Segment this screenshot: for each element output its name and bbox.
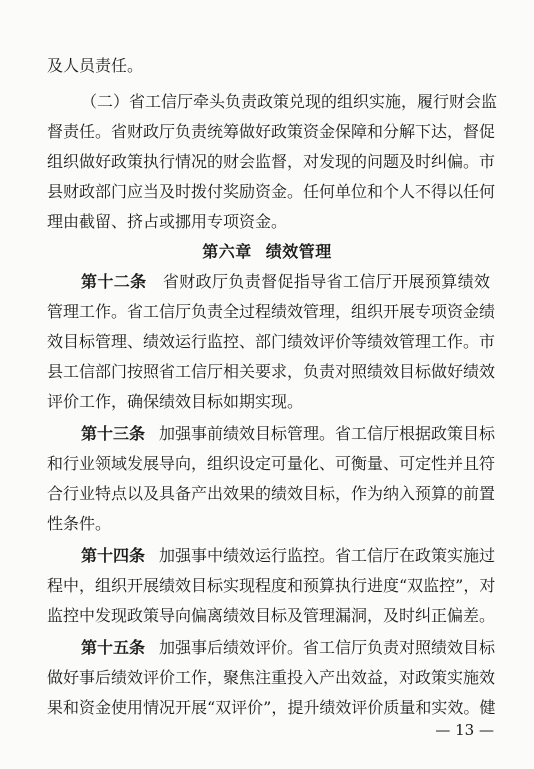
- article-label: 第十四条: [81, 546, 146, 565]
- page-number: — 13 —: [435, 721, 494, 739]
- text-line: 效目标管理、绩效运行监控、部门绩效评价等绩效管理工作。市: [47, 332, 496, 351]
- article-first-line: [81, 634, 496, 662]
- chapter-title: 绩效管理: [265, 242, 332, 261]
- article-first-line: [81, 542, 496, 570]
- text-line: 做好事后绩效评价工作，聚焦注重投入产出效益，对政策实施效: [47, 668, 496, 687]
- text-line: 及人员责任。: [47, 56, 144, 75]
- text-line: 和行业领域发展导向，组织设定可量化、可衡量、可定性并且符: [47, 454, 496, 473]
- chapter-heading: [0, 238, 534, 266]
- text-line: 合行业特点以及具备产出效果的绩效目标，作为纳入预算的前置: [47, 484, 496, 503]
- article-text: 加强事中绩效运行监控。省工信厅在政策实施过: [159, 546, 496, 565]
- text-line: 监控中发现政策导向偏离绩效目标及管理漏洞，及时纠正偏差。: [47, 606, 496, 625]
- article-first-line: [81, 268, 490, 296]
- article-label: 第十三条: [81, 424, 146, 443]
- text-line: 组织做好政策执行情况的财会监督，对发现的问题及时纠偏。市: [47, 152, 496, 171]
- text-line: 县财政部门应当及时拨付奖励资金。任何单位和个人不得以任何: [47, 182, 496, 201]
- text-line: 管理工作。省工信厅负责全过程绩效管理，组织开展专项资金绩: [47, 302, 496, 321]
- text-line: 评价工作，确保绩效目标如期实现。: [47, 392, 304, 411]
- article-first-line: [81, 420, 496, 448]
- article-text: 加强事后绩效评价。省工信厅负责对照绩效目标: [159, 638, 496, 657]
- article-text: 加强事前绩效目标管理。省工信厅根据政策目标: [159, 424, 496, 443]
- text-line: 程中，组织开展绩效目标实现程度和预算执行进度“双监控”，对: [47, 576, 496, 595]
- text-line: 理由截留、挤占或挪用专项资金。: [47, 212, 288, 231]
- text-line: （二）省工信厅牵头负责政策兑现的组织实施，履行财会监: [81, 92, 498, 111]
- text-line: 县工信部门按照省工信厅相关要求，负责对照绩效目标做好绩效: [47, 362, 496, 381]
- article-text: 省财政厅负责督促指导省工信厅开展预算绩效: [162, 272, 490, 291]
- article-label: 第十五条: [81, 638, 146, 657]
- text-line: 果和资金使用情况开展“双评价”，提升绩效评价质量和实效。健: [47, 698, 496, 717]
- article-label: 第十二条: [81, 272, 147, 291]
- text-line: 性条件。: [47, 514, 112, 533]
- chapter-number: 第六章: [202, 242, 252, 261]
- text-line: 督责任。省财政厅负责统筹做好政策资金保障和分解下达，督促: [47, 122, 496, 141]
